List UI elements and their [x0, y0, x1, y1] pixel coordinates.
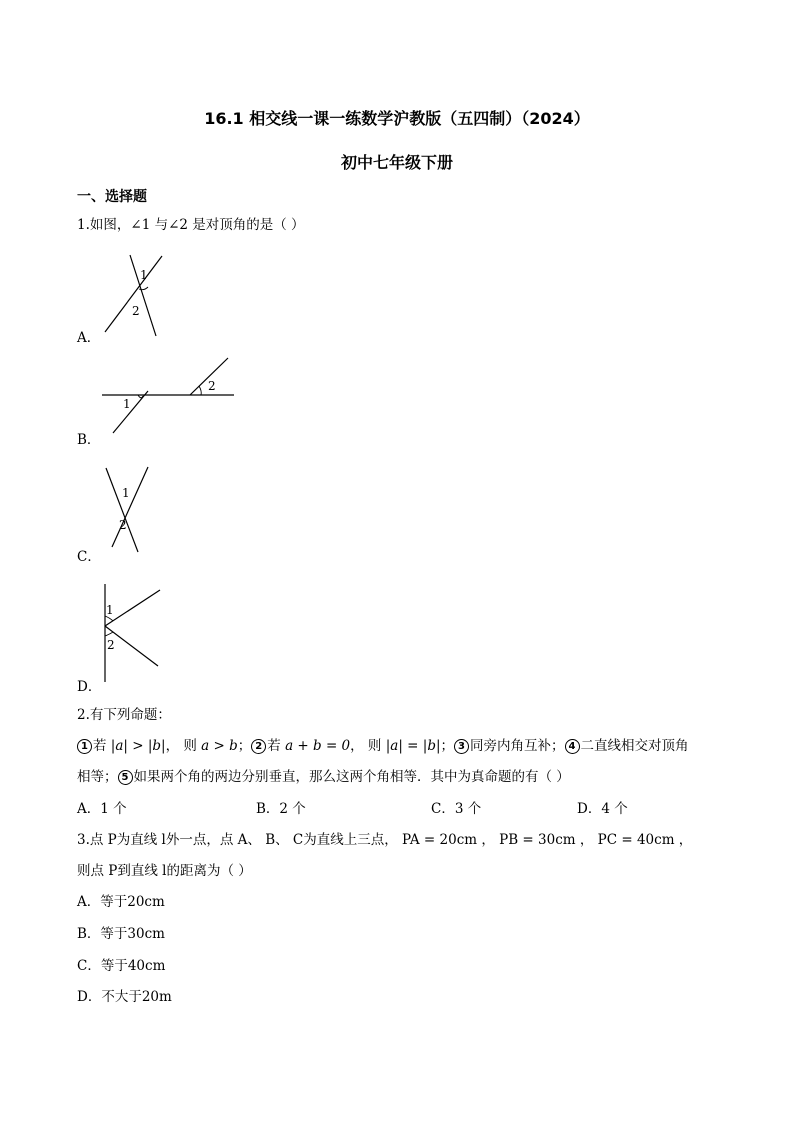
question-2-option-d: D．4 个	[577, 801, 628, 817]
figure-a-angle-1: 1	[140, 268, 148, 282]
figure-c-line-1	[106, 468, 138, 552]
figure-c-line-2	[112, 467, 148, 547]
question-1-stem: 1.如图，∠1 与∠2 是对顶角的是（ ）	[77, 217, 305, 233]
document-title: 16.1 相交线一课一练数学沪教版（五四制）（2024）	[204, 109, 590, 128]
proposition-4-marker: 4	[565, 739, 580, 754]
question-2-stem: 2.有下列命题：	[77, 707, 171, 723]
figure-b-angle-2: 2	[208, 379, 216, 393]
figure-b-angle-1: 1	[123, 397, 131, 411]
figure-c-angle-2: 2	[119, 518, 127, 532]
figure-b-arc-right	[199, 386, 201, 395]
proposition-2-text-c: ；	[440, 738, 455, 754]
figure-d-arc-lower	[105, 632, 113, 636]
figure-a-angle-2: 2	[132, 304, 140, 318]
proposition-1-text-c: ；	[237, 738, 252, 754]
question-3-option-b: B．等于30cm	[77, 926, 165, 942]
proposition-3-text: 同旁内角互补；	[470, 738, 565, 754]
question-2-line-2	[77, 768, 570, 786]
section-heading: 一、选择题	[77, 189, 147, 205]
proposition-5-text: 如果两个角的两边分别垂直，那么这两个角相等．其中为真命题的有（ ）	[133, 769, 570, 785]
question-2-option-a: A．1 个	[77, 801, 127, 817]
proposition-2-math-2: |a| = |b|	[385, 738, 441, 754]
proposition-2-marker: 2	[251, 739, 266, 754]
proposition-1-marker: 1	[77, 739, 92, 754]
figure-c	[100, 465, 160, 557]
proposition-2-text-b: ， 则	[350, 738, 382, 754]
proposition-1-math-1: |a| > |b|	[110, 738, 166, 754]
question-2-option-b: B．2 个	[256, 801, 306, 817]
question-3-option-d: D．不大于20m	[77, 989, 172, 1005]
proposition-4-text: 二直线相交对顶角	[580, 738, 689, 754]
proposition-3-marker: 3	[454, 739, 469, 754]
question-3-stem-line-2: 则点 P到直线 l的距离为（ ）	[77, 863, 252, 879]
question-1-option-c: C．	[77, 549, 101, 565]
proposition-1-text-b: ， 则	[165, 738, 197, 754]
question-1-option-b: B．	[77, 432, 101, 448]
figure-b	[100, 356, 240, 436]
figure-c-angle-1: 1	[122, 486, 130, 500]
document-subtitle: 初中七年级下册	[340, 153, 453, 172]
proposition-5-marker: 5	[118, 770, 133, 785]
figure-a	[100, 252, 200, 342]
proposition-2-math-1: a + b = 0	[285, 738, 351, 754]
proposition-2-text-a: 若	[267, 738, 281, 754]
proposition-1-math-2: a > b	[201, 738, 238, 754]
question-2-option-c: C．3 个	[431, 801, 482, 817]
proposition-1-text-a: 若	[93, 738, 107, 754]
question-2-line-1	[77, 737, 689, 755]
question-1-option-a: A．	[77, 330, 101, 346]
question-3-stem-line-1: 3.点 P为直线 l外一点，点 A、 B、 C为直线上三点， PA = 20cm ， PB = 30cm ， PC = 40cm ，	[77, 832, 693, 848]
figure-d-angle-2: 2	[107, 638, 115, 652]
question-3-option-a: A．等于20cm	[77, 894, 165, 910]
figure-d	[100, 582, 170, 684]
question-1-option-d: D．	[77, 679, 102, 695]
proposition-4-text-end: 相等；	[77, 769, 118, 785]
question-3-option-c: C．等于40cm	[77, 958, 166, 974]
figure-d-angle-1: 1	[106, 603, 114, 617]
